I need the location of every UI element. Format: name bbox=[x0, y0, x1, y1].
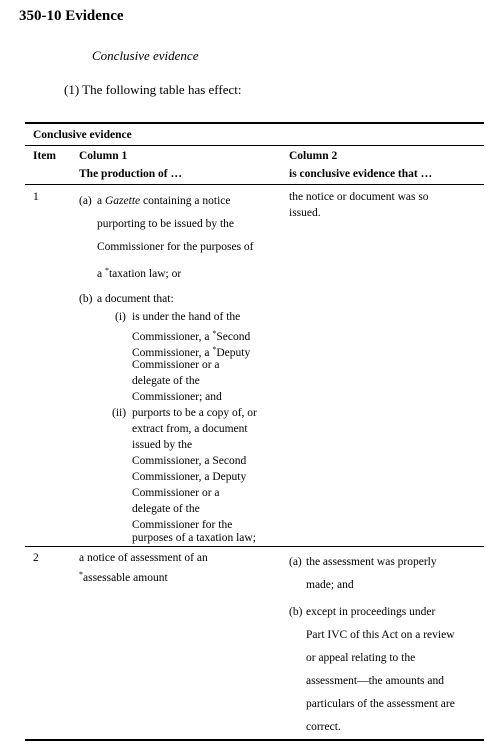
table-bottom-rule bbox=[25, 739, 484, 741]
row1-col2-line1: the notice or document was so bbox=[289, 191, 429, 203]
row1-col1-ii-line2: extract from, a document bbox=[132, 423, 248, 435]
row1-col1-i-line3: Commissioner, a *Deputy bbox=[132, 345, 251, 359]
row1-col1-a-line3: Commissioner for the purposes of bbox=[97, 241, 254, 253]
row2-col1-line1: a notice of assessment of an bbox=[79, 552, 208, 564]
row1-col1-a-label: (a) bbox=[79, 195, 92, 207]
row2-col2-a-line2: made; and bbox=[306, 579, 354, 591]
table-top-rule bbox=[25, 122, 484, 124]
header-col1: Column 1 bbox=[79, 150, 128, 162]
row1-col1-ii-label: (ii) bbox=[112, 407, 127, 419]
row1-col1-ii-line1: purports to be a copy of, or bbox=[132, 407, 257, 419]
row1-col1-i-line6: Commissioner; and bbox=[132, 391, 222, 403]
row1-col1-b-label: (b) bbox=[79, 293, 93, 305]
paragraph-intro: (1) The following table has effect: bbox=[64, 82, 242, 97]
header-col2: Column 2 bbox=[289, 150, 338, 162]
header-rule bbox=[25, 184, 484, 185]
row1-col1-b-text: a document that: bbox=[97, 293, 174, 305]
row1-col1-i-line2: Commissioner, a *Second bbox=[132, 329, 251, 343]
header-col1-sub: The production of … bbox=[79, 168, 182, 180]
row2-col2-b-line2: Part IVC of this Act on a review bbox=[306, 629, 455, 641]
section-heading: 350-10 Evidence bbox=[19, 8, 124, 24]
defined-term-asterisk: * bbox=[104, 266, 109, 275]
header-item: Item bbox=[33, 150, 56, 162]
subheading: Conclusive evidence bbox=[92, 48, 199, 63]
row2-col2-b-label: (b) bbox=[289, 606, 303, 618]
caption-rule bbox=[25, 145, 484, 146]
row1-col1-ii-line4: Commissioner, a Second bbox=[132, 455, 247, 467]
row2-col2-b-line1: except in proceedings under bbox=[306, 606, 436, 618]
row-separator bbox=[25, 546, 484, 547]
row1-col1-a-line2: purporting to be issued by the bbox=[97, 218, 235, 230]
row1-col1-i-label: (i) bbox=[115, 311, 126, 323]
row2-col2-b-line4: assessment—the amounts and bbox=[306, 675, 444, 687]
row2-col2-b-line5: particulars of the assessment are bbox=[306, 698, 455, 710]
row1-col1-i-line4: Commissioner or a bbox=[132, 359, 220, 371]
row2-col2-a-label: (a) bbox=[289, 556, 302, 568]
row1-col2-line2: issued. bbox=[289, 207, 321, 219]
row2-col2-a-line1: the assessment was properly bbox=[306, 556, 437, 568]
row1-col1-a-line1: a Gazette containing a notice bbox=[97, 195, 231, 207]
table-caption: Conclusive evidence bbox=[33, 129, 132, 141]
row1-col1-ii-line6: Commissioner or a bbox=[132, 487, 220, 499]
row2-col2-b-line3: or appeal relating to the bbox=[306, 652, 416, 664]
row1-col1-a-line4: a *taxation law; or bbox=[97, 266, 182, 280]
row1-col1-ii-line8: Commissioner for the bbox=[132, 519, 233, 531]
row2-item: 2 bbox=[33, 552, 39, 564]
row1-col1-ii-line3: issued by the bbox=[132, 439, 193, 451]
row1-col1-ii-line7: delegate of the bbox=[132, 503, 200, 515]
row1-col1-ii-line5: Commissioner, a Deputy bbox=[132, 471, 247, 483]
row2-col2-b-line6: correct. bbox=[306, 721, 341, 733]
row2-col1-line2: *assessable amount bbox=[79, 570, 168, 584]
row1-col1-i-line5: delegate of the bbox=[132, 375, 200, 387]
row1-item: 1 bbox=[33, 191, 39, 203]
header-col2-sub: is conclusive evidence that … bbox=[289, 168, 433, 180]
row1-col1-ii-line9: purposes of a taxation law; bbox=[132, 532, 256, 544]
row1-col1-i-line1: is under the hand of the bbox=[132, 311, 241, 323]
